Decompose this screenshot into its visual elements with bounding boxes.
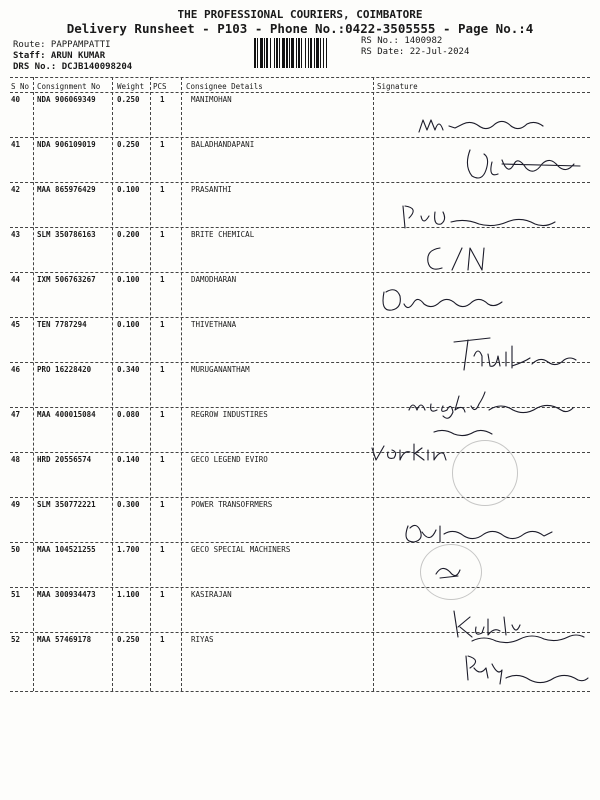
- barcode-bar: [301, 38, 302, 68]
- row-pcs: 1: [160, 185, 165, 194]
- row-consignment: TEN 7787294: [37, 320, 87, 329]
- row-consignment: MAA 104521255: [37, 545, 96, 554]
- drs-number: DRS No.: DCJB140098204: [13, 62, 133, 72]
- row-weight: 0.250: [117, 140, 140, 149]
- row-weight: 0.340: [117, 365, 140, 374]
- row-sno: 50: [11, 545, 21, 554]
- barcode-bar: [274, 38, 275, 68]
- barcode-bar: [266, 38, 268, 68]
- row-pcs: 1: [160, 230, 165, 239]
- row-weight: 1.100: [117, 590, 140, 599]
- row-consignment: NDA 906109019: [37, 140, 96, 149]
- row-weight: 0.100: [117, 275, 140, 284]
- row-consignee: MURUGANANTHAM: [191, 365, 250, 374]
- row-sno: 44: [11, 275, 21, 284]
- signature-row-52: [460, 648, 590, 690]
- company-stamp: [452, 440, 518, 506]
- barcode-bar: [310, 38, 312, 68]
- row-consignee: BALADHANDAPANI: [191, 140, 255, 149]
- barcode-bar: [257, 38, 258, 68]
- row-weight: 1.700: [117, 545, 140, 554]
- row-consignment: MAA 865976429: [37, 185, 96, 194]
- row-consignee: BRITE CHEMICAL: [191, 230, 255, 239]
- signature-row-51: [448, 605, 588, 645]
- row-sno: 48: [11, 455, 21, 464]
- row-sno: 42: [11, 185, 21, 194]
- col-header-weight: Weight: [117, 82, 145, 91]
- row-sno: 51: [11, 590, 21, 599]
- barcode-bar: [270, 38, 271, 68]
- col-header-consignee: Consignee Details: [186, 82, 263, 91]
- row-sno: 43: [11, 230, 21, 239]
- col-header-consignment: Consignment No: [37, 82, 101, 91]
- row-consignee: RIYAS: [191, 635, 214, 644]
- col-header-signature: Signature: [377, 82, 418, 91]
- row-sno: 52: [11, 635, 21, 644]
- row-sno: 41: [11, 140, 21, 149]
- row-consignee: GECO SPECIAL MACHINERS: [191, 545, 291, 554]
- row-consignment: SLM 350772221: [37, 500, 96, 509]
- row-pcs: 1: [160, 455, 165, 464]
- row-consignment: NDA 906069349: [37, 95, 96, 104]
- row-pcs: 1: [160, 500, 165, 509]
- barcode-bar: [314, 38, 315, 68]
- barcode-bar: [298, 38, 300, 68]
- row-weight: 0.140: [117, 455, 140, 464]
- signature-row-40: [415, 112, 555, 142]
- company-stamp: [420, 544, 482, 600]
- row-pcs: 1: [160, 95, 165, 104]
- rs-number: RS No.: 1400982: [361, 36, 443, 46]
- row-pcs: 1: [160, 590, 165, 599]
- barcode-bar: [279, 38, 280, 68]
- row-weight: 0.300: [117, 500, 140, 509]
- row-pcs: 1: [160, 365, 165, 374]
- runsheet-subtitle: Delivery Runsheet - P103 - Phone No.:0422-3505555 - Page No.:4: [66, 21, 534, 36]
- barcode: [254, 38, 356, 68]
- barcode-bar: [282, 38, 285, 68]
- row-pcs: 1: [160, 140, 165, 149]
- row-consignee: POWER TRANSOFRMERS: [191, 500, 273, 509]
- barcode-bar: [320, 38, 321, 68]
- row-weight: 0.250: [117, 95, 140, 104]
- rs-date: RS Date: 22-Jul-2024: [361, 47, 470, 57]
- row-pcs: 1: [160, 320, 165, 329]
- barcode-bar: [254, 38, 256, 68]
- row-consignment: HRD 20556574: [37, 455, 92, 464]
- signature-row-45: [450, 332, 580, 377]
- signature-row-41: [462, 142, 587, 187]
- row-consignment: SLM 350786163: [37, 230, 96, 239]
- row-weight: 0.100: [117, 185, 140, 194]
- row-sno: 49: [11, 500, 21, 509]
- row-consignee: DAMODHARAN: [191, 275, 237, 284]
- row-sno: 47: [11, 410, 21, 419]
- row-pcs: 1: [160, 275, 165, 284]
- row-consignment: PRO 16228420: [37, 365, 92, 374]
- barcode-bar: [305, 38, 306, 68]
- route-label: Route: PAPPAMPATTI: [13, 40, 111, 50]
- barcode-bar: [289, 38, 290, 68]
- staff-label: Staff: ARUN KUMAR: [13, 51, 106, 61]
- table-bottom-rule: [10, 691, 590, 692]
- row-sno: 40: [11, 95, 21, 104]
- barcode-bar: [296, 38, 297, 68]
- row-sno: 45: [11, 320, 21, 329]
- barcode-bar: [291, 38, 294, 68]
- signature-row-43: [420, 240, 500, 276]
- barcode-bar: [276, 38, 278, 68]
- table-top-rule: [10, 77, 590, 78]
- table-row: [0, 227, 600, 272]
- row-weight: 0.200: [117, 230, 140, 239]
- row-consignment: MAA 300934473: [37, 590, 96, 599]
- signature-row-49: [400, 512, 560, 552]
- row-consignee: REGROW INDUSTIRES: [191, 410, 268, 419]
- row-consignment: MAA 57469178: [37, 635, 92, 644]
- row-consignee: KASIRAJAN: [191, 590, 232, 599]
- row-weight: 0.080: [117, 410, 140, 419]
- row-consignee: GECO LEGEND EVIRO: [191, 455, 268, 464]
- row-consignee: PRASANTHI: [191, 185, 232, 194]
- signature-row-42: [395, 198, 565, 233]
- barcode-bar: [260, 38, 263, 68]
- row-consignee: MANIMOHAN: [191, 95, 232, 104]
- row-consignment: MAA 400015084: [37, 410, 96, 419]
- row-consignment: IXM 506763267: [37, 275, 96, 284]
- barcode-bar: [316, 38, 319, 68]
- col-header-sno: S No: [11, 82, 30, 91]
- row-weight: 0.100: [117, 320, 140, 329]
- row-pcs: 1: [160, 635, 165, 644]
- row-consignee: THIVETHANA: [191, 320, 237, 329]
- col-header-pcs: PCS: [153, 82, 167, 91]
- row-sno: 46: [11, 365, 21, 374]
- signature-row-44: [378, 282, 508, 320]
- row-weight: 0.250: [117, 635, 140, 644]
- barcode-bar: [308, 38, 309, 68]
- barcode-bar: [286, 38, 288, 68]
- company-title: THE PROFESSIONAL COURIERS, COIMBATORE: [177, 8, 423, 21]
- barcode-bar: [326, 38, 327, 68]
- row-pcs: 1: [160, 545, 165, 554]
- barcode-bar: [264, 38, 265, 68]
- barcode-bar: [323, 38, 324, 68]
- row-pcs: 1: [160, 410, 165, 419]
- table-row: [0, 272, 600, 317]
